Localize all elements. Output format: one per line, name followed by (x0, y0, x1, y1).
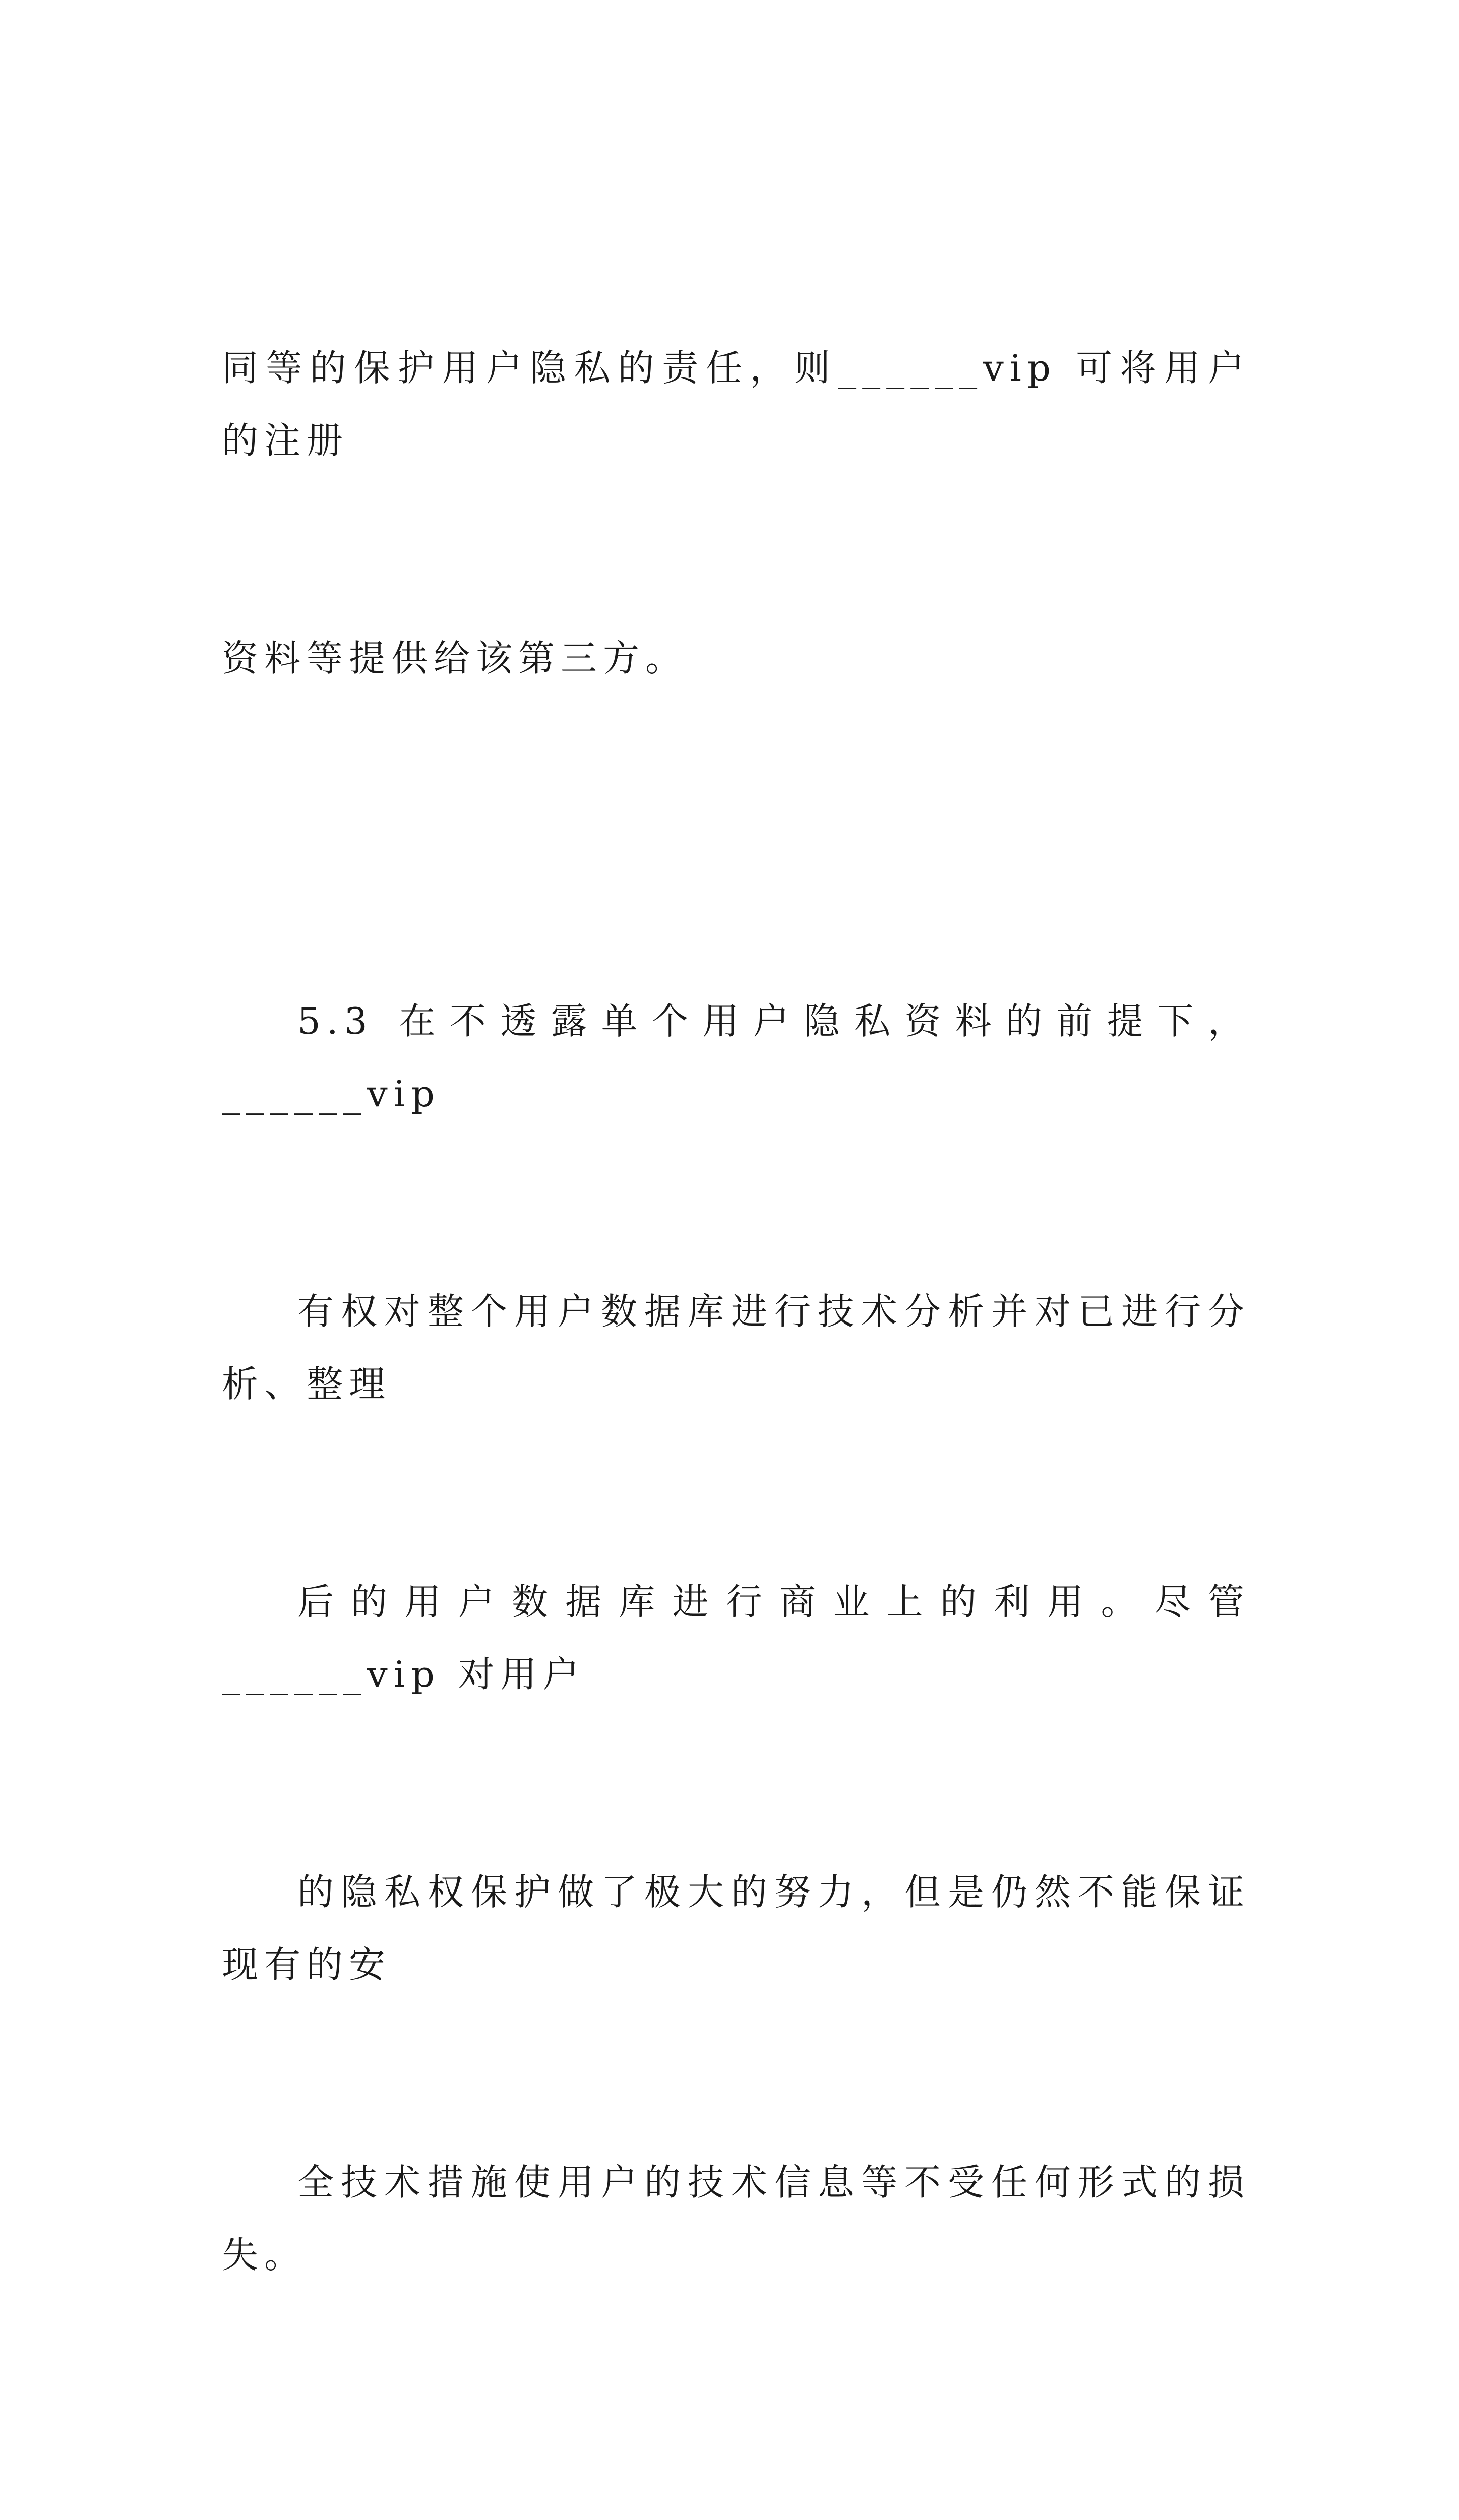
text-line: 同等的保护用户隐私的责任，则______vip 可将用户的注册 (222, 347, 1250, 462)
text-line: 有权对整个用户数据库进行技术分析并对已进行分析、整理 (222, 1290, 1250, 1405)
text-line: 的隐私权保护做了极大的努力，但是仍然不能保证现有的安 (222, 1871, 1250, 1986)
document-body (222, 186, 1250, 2520)
section-heading-6 (222, 2436, 1250, 2520)
paragraph-privacy-continuation (222, 186, 1250, 840)
paragraph-clause-5-3 (222, 840, 1250, 2436)
text-line: 后的用户数据库进行商业上的利用。尽管______vip 对用户 (222, 1581, 1250, 1695)
text-line: 5.3 在不透露单个用户隐私资料的前提下，______vip (222, 1000, 1250, 1115)
text-line: 资料等提供给该第三方。 (222, 637, 688, 679)
text-line: 全技术措施使用户的技术信息等不受任何形式的损失。 (222, 2161, 1250, 2276)
